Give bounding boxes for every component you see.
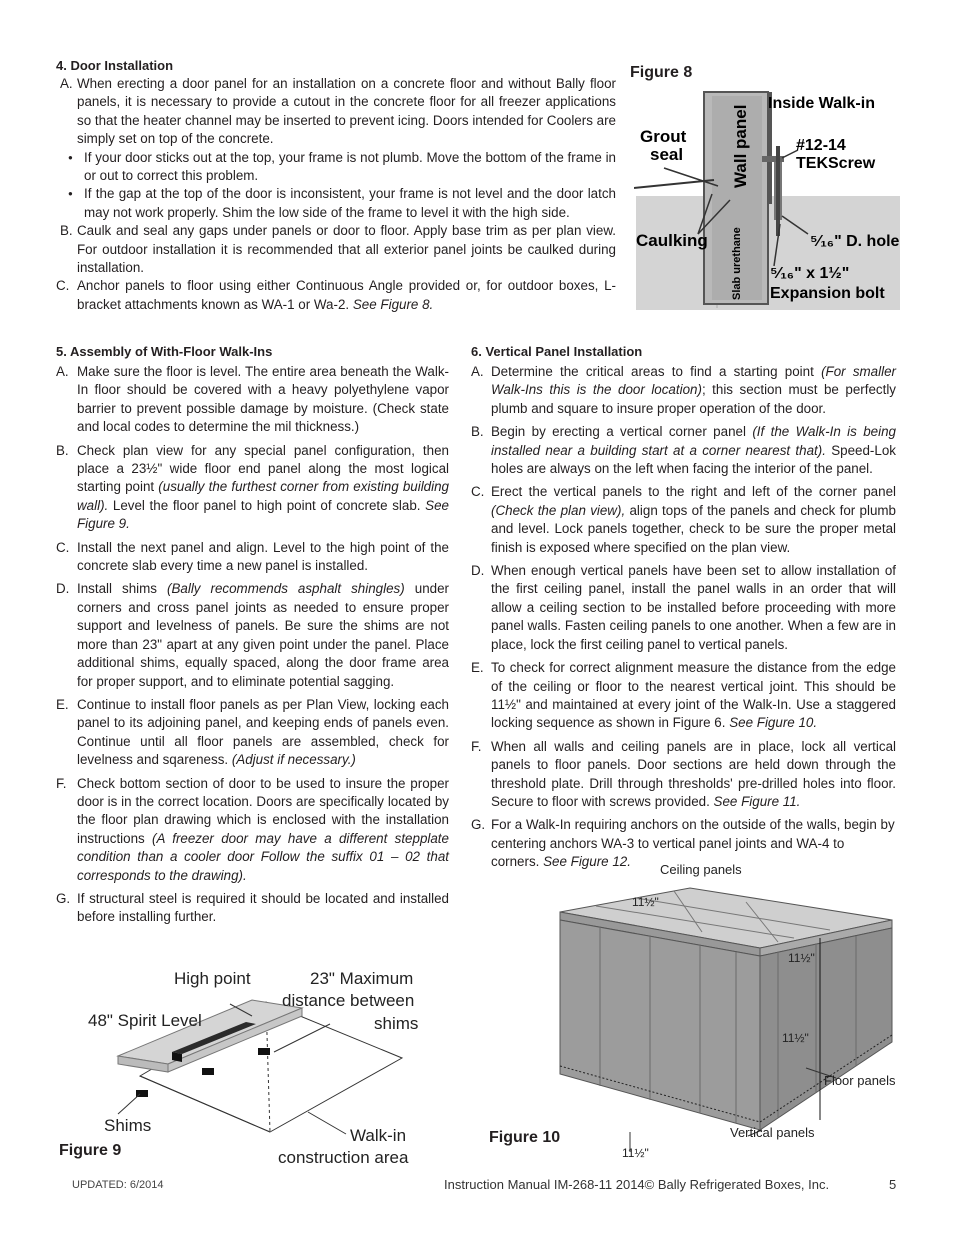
sec4-bullet-1-text: If your door sticks out at the top, your frame is not plumb. Move the bottom of the frame in or out to correct this problem. (84, 149, 616, 184)
fig8-hole-label: ⁵⁄₁₆" D. hole (810, 233, 900, 250)
fig8-inside-label: Inside Walk-in (768, 95, 875, 112)
fig10-floor-label: Floor panels (824, 1073, 896, 1088)
fig9-max-label-2: distance between (282, 991, 415, 1010)
sec4-bullet-2 (56, 185, 616, 222)
sec4-c-ref: See Figure 8. (352, 296, 434, 312)
fig8-seal-label: seal (650, 145, 684, 164)
sec6-c-text-2: align tops of the panels and check for plumb and level. Lock panels together, check to be sure the proper metal finish is exposed where specified on the plan view. (491, 502, 896, 555)
figure-9-caption: Figure 9 (59, 1142, 122, 1159)
sec5-b-text-1: Check plan view for any special panel configuration, then place a 23½" wide floor end panel along the most logical starting point (77, 442, 449, 495)
sec6-d-text: When enough vertical panels have been set to allow installation of the first ceiling panel, install the panel walls in an order that will allow a ceiling section to be installed before proceeding with more panel walls. Fasten ceiling panels to one another. When a few are in place, lock the first ceiling panel to vertical panels. (491, 563, 896, 652)
sec5-a-text: Make sure the floor is level. The entire area beneath the Walk-In floor should be covered with a heavy polyethylene vapor barrier to prevent possible damage by moisture. (Check state and local codes to determine the mil thickness.) (77, 364, 449, 435)
sec6-a-text-1: Determine the critical areas to find a starting point (491, 364, 814, 379)
sec6-g-text: For a Walk-In requiring anchors on the outside of the walls, begin by centering anchors WA-3 to vertical panel joints and WA-4 to corners. (491, 817, 895, 870)
fig9-area-label-1: Walk-in (350, 1126, 407, 1145)
footer-updated: UPDATED: 6/2014 (72, 1179, 164, 1191)
fig10-dim-4: 11½" (622, 1146, 649, 1160)
sec6-b-text-2: Speed-Lok holes are always on the left when facing the interior of the panel. (491, 442, 896, 477)
section-6-title: 6. Vertical Panel Installation (471, 344, 643, 359)
sec6-e-text: To check for correct alignment measure the distance from the edge of the ceiling or floor to the nearest vertical joint. This should be 11½" and maintained at every joint of the Walk-In. Use a staggered locking sequence as shown in Figure 6. (491, 660, 896, 731)
sec5-item-a: A. Make sure the floor is level. The entire area beneath the Walk-In floor should be covered with a heavy polyethylene vapor barrier to prevent possible damage by moisture. (Check state and local codes to determine the mil thickness.) (56, 364, 449, 435)
sec5-f-text: Check bottom section of door to be used to insure the proper door is in the correct location. Doors are specifically located by the floor plan drawing which is enclosed with the installation instructions (77, 775, 449, 846)
sec4-item-c: C. Anchor panels to floor using either Continuous Angle provided or, for outdoor boxes, L-bracket attachments known as WA-1 or Wa-2. See Figure 8. (56, 278, 616, 312)
sec5-b-ref: See Figure 9. (77, 497, 449, 532)
fig10-dim-1: 11½" (632, 895, 659, 909)
sec4-item-a: A. When erecting a door panel for an installation on a concrete floor and without Bally floor panels, it is necessary to provide a cutout in the concrete floor for all freezer applications so that the heater channel may be inserted to prevent icing. Doors intended for Coolers are simply set on top of the concrete. (60, 76, 616, 147)
sec6-item-b: B. Begin by erecting a vertical corner panel (If the Walk-In is being installed near a building start at a corner nearest that). Speed-Lok holes are always on the left when facing the interior of the panel. (471, 424, 896, 477)
sec5-c-text: Install the next panel and align. Level to the high point of the concrete slab every time a new panel is installed. (77, 539, 449, 574)
sec5-d-text-1: Install shims (77, 581, 157, 597)
sec6-item-g: G. For a Walk-In requiring anchors on the outside of the walls, begin by centering anchors WA-3 to vertical panel joints and WA-4 to corners. See Figure 12. (471, 817, 895, 870)
sec6-c-italic: (Check the plan view), (491, 502, 626, 518)
sec4-b-text: Caulk and seal any gaps under panels or door to floor. Apply base trim as per plan view. For outdoor installation it is recommended that all exterior panel joints be caulked during installation. (77, 223, 616, 276)
fig8-bolt-label-2: Expansion bolt (770, 285, 885, 302)
figure-10-diagram (540, 860, 910, 1160)
section-6 (471, 343, 896, 877)
section-5-title: 5. Assembly of With-Floor Walk-Ins (56, 344, 273, 359)
sec6-item-f: F. When all walls and ceiling panels are in place, lock all vertical panels to floor panels. Door sections are held down through the threshold plate. Drill through thresholds' pre-drilled holes into floor. Secure to floor with screws provided. See Figure 11. (471, 738, 896, 809)
fig8-grout-label: Grout (640, 127, 687, 146)
sec6-f-ref: See Figure 11. (713, 793, 801, 809)
sec5-e-italic: (Adjust if necessary.) (231, 752, 356, 768)
sec5-item-d: D. Install shims (Bally recommends asphalt shingles) under corners and cross panel joints as needed to ensure proper support and levelness of panels. Be sure the shims are not more than 23" apart at any given point under the panel. Place additional shims, equally spaced, along the door frame area for proper support, and to eliminate potential sagging. (56, 581, 449, 689)
sec6-item-e: E. To check for correct alignment measure the distance from the edge of the ceiling or floor to the nearest vertical joint. This should be 11½" and maintained at every joint of the Walk-In. Use a staggered locking sequence as shown in Figure 6. See Figure 10. (471, 660, 896, 731)
sec6-a-text-2: ; this section must be perfectly plumb and square to insure proper operation of the door. (491, 382, 896, 416)
sec6-c-text-1: Erect the vertical panels to the right and left of the corner panel (491, 484, 896, 500)
sec4-bullet-2-text: If the gap at the top of the door is inconsistent, your frame is not level and the door latch may not work properly. Shim the low side of the frame to level it with the high side. (84, 186, 616, 220)
fig8-screw-label-1: #12-14 (796, 137, 846, 154)
fig8-bolt-label-1: ⁵⁄₁₆" x 1½" (770, 265, 850, 282)
sec5-item-e: E. Continue to install floor panels as per Plan View, locking each panel to its adjoining panel, and keeping ends of panels even. Continue until all floor panels are assembled, check for levelness and sqareness. (Adjust if necessary.) (56, 696, 449, 768)
sec6-b-italic: (If the Walk-In is being installed near a building start at a corner nearest that). (491, 424, 896, 458)
sec6-item-a: A. Determine the critical areas to find a starting point (For smaller Walk-Ins this is the door location); this section must be perfectly plumb and square to insure proper operation of the door. (471, 364, 896, 416)
sec5-f-italic: (A freezer door may have a different stepplate condition than a cooler door Follow the suffix 01 – 02 that corresponds to the drawing). (77, 830, 449, 883)
section-4-title: 4. Door Installation (56, 58, 174, 73)
sec6-item-d: D. When enough vertical panels have been set to allow installation of the first ceiling panel, install the panel walls in an order that will allow a ceiling section to be installed before proceeding with more panel walls. Fasten ceiling panels to one another. When a few are in place, lock the first ceiling panel to vertical panels. (471, 563, 896, 652)
fig10-ceiling-label: Ceiling panels (660, 862, 742, 877)
figure-8-diagram (634, 86, 904, 312)
sec5-d-italic: (Bally recommends asphalt shingles) (167, 581, 405, 597)
footer-manual: Instruction Manual IM-268-11 2014© Bally Refrigerated Boxes, Inc. (444, 1177, 830, 1192)
section-4 (56, 57, 616, 314)
section-5 (56, 343, 449, 932)
fig9-level-label: 48" Spirit Level (88, 1011, 202, 1030)
sec5-d-text-2: under corners and cross panel joints as needed to ensure proper support and levelness of panels. Be sure the shims are not more than 23" apart at any given point under the panel. Place additional shims, equally spaced, along the door frame area for proper support, and to eliminate potential sagging. (77, 581, 449, 689)
fig8-wall-label: Wall panel (731, 104, 750, 188)
sec6-f-text: When all walls and ceiling panels are in place, lock all vertical panels to floor panels. Door sections are held down through the threshold plate. Drill through thresholds' pre-drilled holes into floor. Secure to floor with screws provided. (491, 738, 896, 809)
sec6-g-ref: See Figure 12. (543, 854, 631, 870)
fig10-dim-3: 11½" (782, 1031, 809, 1045)
fig8-slab-label: Slab urethane (731, 227, 743, 300)
fig10-vertical-label: Vertical panels (730, 1125, 815, 1140)
figure-10-caption: Figure 10 (489, 1129, 561, 1146)
sec5-item-c: C. Install the next panel and align. Level to the high point of the concrete slab every time a new panel is installed. (56, 539, 449, 574)
sec5-item-g: G. If structural steel is required it should be located and installed before installing further. (56, 890, 449, 925)
sec5-item-b: B. Check plan view for any special panel configuration, then place a 23½" wide floor end panel along the most logical starting point (usually the furthest corner from existing building wall). Level the floor panel to high point of concrete slab. See Figure 9. (56, 442, 449, 532)
fig10-dim-2: 11½" (788, 951, 815, 965)
fig9-max-label-1: 23" Maximum (310, 969, 414, 988)
sec5-b-text-2: Level the floor panel to high point of concrete slab. (108, 497, 421, 513)
sec5-g-text: If structural steel is required it should be located and installed before installing further. (77, 890, 449, 925)
sec4-c-text: Anchor panels to floor using either Continuous Angle provided or, for outdoor boxes, L-bracket attachments known as WA-1 or Wa-2. (77, 278, 616, 312)
fig9-shims-label: Shims (104, 1116, 152, 1135)
page-number: 5 (889, 1177, 897, 1192)
fig9-high-label: High point (174, 969, 251, 988)
sec6-e-ref: See Figure 10. (729, 715, 818, 731)
fig9-area-label-2: construction area (278, 1148, 409, 1167)
sec5-b-italic: (usually the furthest corner from existing building wall). (77, 479, 449, 513)
sec5-item-f: F. Check bottom section of door to be used to insure the proper door is in the correct location. Doors are specifically located by the floor plan drawing which is enclosed with the installation instructions (A freezer door may have a different stepplate condition than a cooler door Follow the suffix 01 – 02 that corresponds to the drawing). (56, 775, 449, 883)
sec6-a-italic: (For smaller Walk-Ins this is the door location) (491, 364, 896, 398)
sec4-a-text: When erecting a door panel for an installation on a concrete floor and without Bally floor panels, it is necessary to provide a cutout in the concrete floor for all freezer applications so that the heater channel may be inserted to prevent icing. Doors intended for Coolers are simply set on top of the concrete. (77, 76, 616, 147)
sec6-item-c: C. Erect the vertical panels to the right and left of the corner panel (Check the plan view), align tops of the panels and check for plumb and level. Lock panels together, check to be sure the proper metal finish is exposed where specified on the plan view. (471, 484, 896, 555)
sec4-bullet-1 (56, 149, 616, 186)
sec5-e-text: Continue to install floor panels as per Plan View, locking each panel to its adjoining panel, and keeping ends of panels even. Continue until all floor panels are assembled, check for levelness and sqareness. (77, 696, 449, 768)
fig8-caulking-label: Caulking (636, 231, 708, 250)
sec4-item-b: B. Caulk and seal any gaps under panels or door to floor. Apply base trim as per plan view. For outdoor installation it is recommended that all exterior panel joints be caulked during installation. (60, 223, 616, 276)
fig9-max-label-3: shims (374, 1014, 419, 1033)
figure-8-caption: Figure 8 (630, 64, 693, 81)
fig8-screw-label-2: TEKScrew (796, 155, 876, 172)
sec6-b-text-1: Begin by erecting a vertical corner panel (491, 424, 746, 440)
